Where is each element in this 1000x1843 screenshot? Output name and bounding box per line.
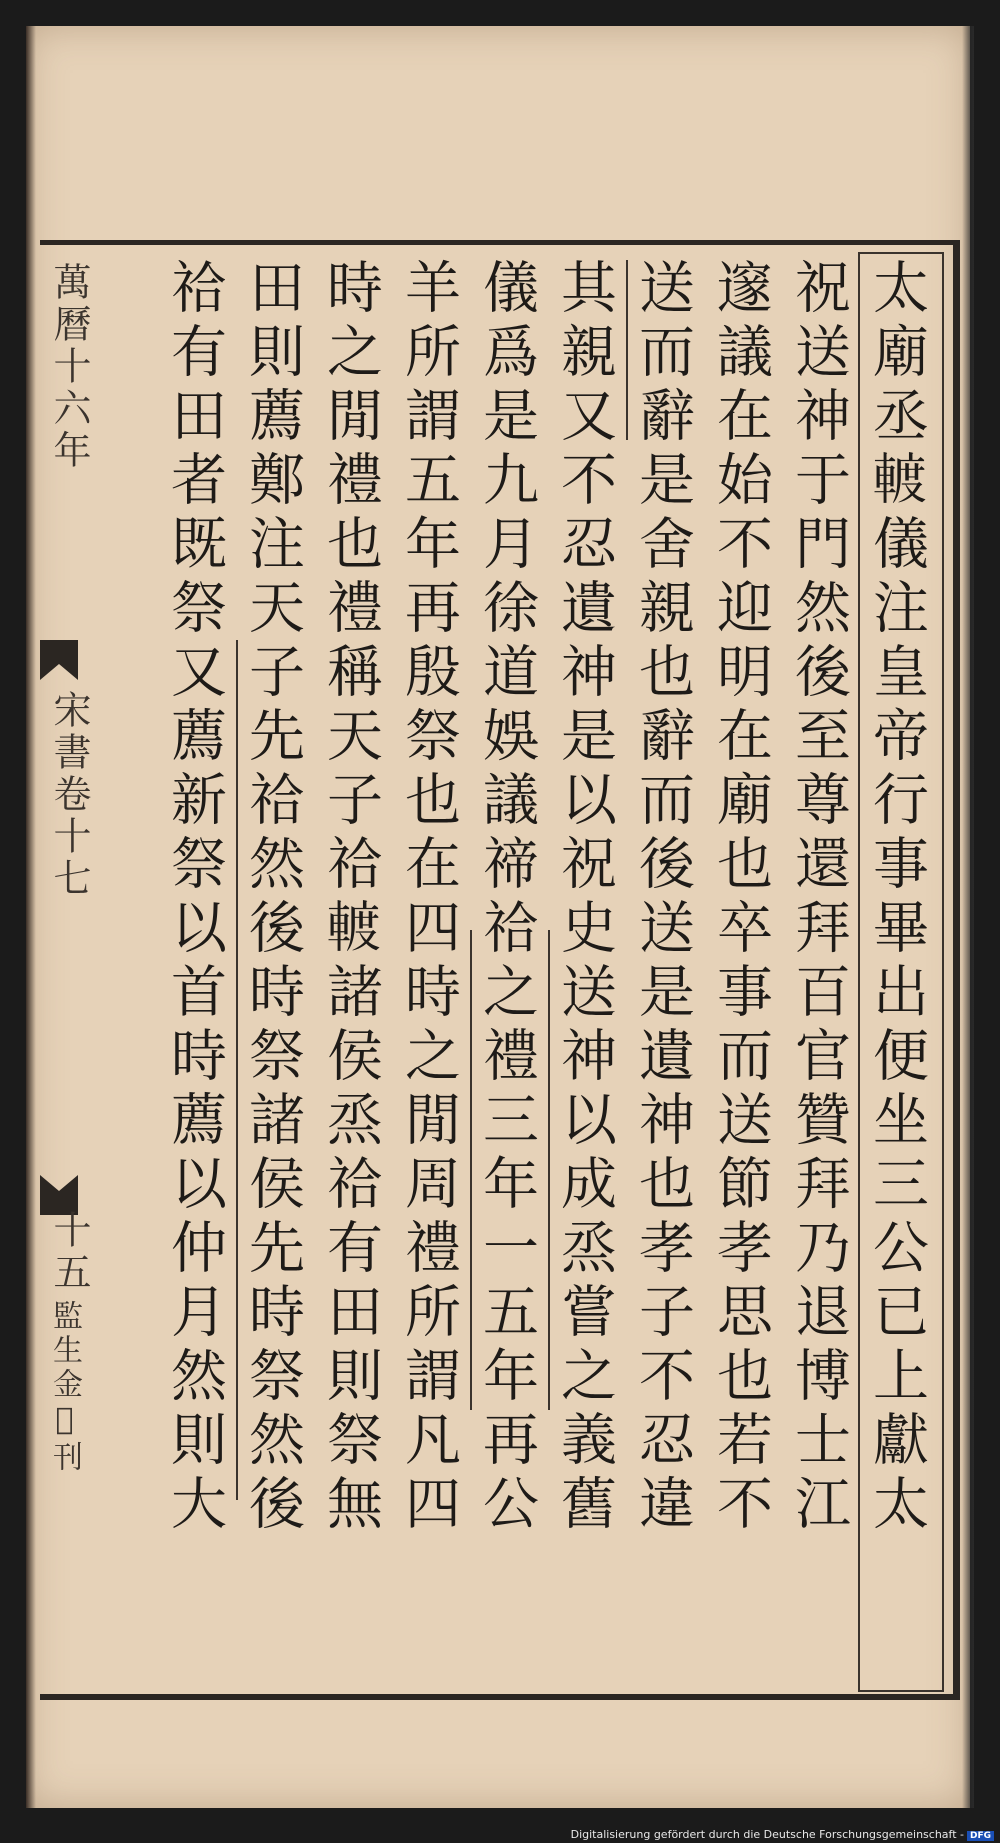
column-rule: [626, 260, 628, 440]
text-column: 其親又不忍遺神是以祝史送神以成烝嘗之義舊: [552, 258, 617, 1538]
page-gutter-shadow: [26, 26, 36, 1808]
text-column: 羊所謂五年再殷祭也在四時之閒周禮所謂凡四: [396, 258, 461, 1538]
page-number: 十五: [47, 1210, 91, 1294]
column-rule: [470, 930, 472, 1410]
text-column: 送而辭是舍親也辭而後送是遺神也孝子不忍違: [630, 258, 695, 1538]
dfg-logo: DFG: [967, 1831, 994, 1841]
digitization-note: Digitalisierung gefördert durch die Deutsche Forschungsgemeinschaft -: [570, 1828, 964, 1841]
text-column: 時之閒禮也禮稱天子祫𨍏諸侯烝祫有田則祭無: [318, 258, 383, 1538]
text-column: 邃議在始不迎明在廟也卒事而送節孝思也若不: [708, 258, 773, 1538]
digitization-footer: [571, 1828, 994, 1841]
text-column: 祝送神于門然後至尊還拜百官贊拜乃退博士江: [786, 258, 851, 1538]
column-rule: [548, 930, 550, 1410]
page-edge-shadow: [962, 26, 974, 1808]
text-column: 儀爲是九月徐道娛議禘祫之禮三年一五年再公: [474, 258, 539, 1538]
column-rule: [236, 640, 238, 1500]
text-column: 太廟丞𨍏儀注皇帝行事畢出便坐三公已上獻太: [864, 258, 929, 1538]
reign-label: 萬曆十六年: [47, 262, 91, 472]
engraver-credit: 監生金𫉈刊: [47, 1300, 82, 1475]
text-column: 祫有田者既祭又薦新祭以首時薦以仲月然則大: [162, 258, 227, 1538]
text-column: 田則薦鄭注天子先祫然後時祭諸侯先時祭然後: [240, 258, 305, 1538]
volume-label: 宋書卷十七: [47, 690, 91, 900]
